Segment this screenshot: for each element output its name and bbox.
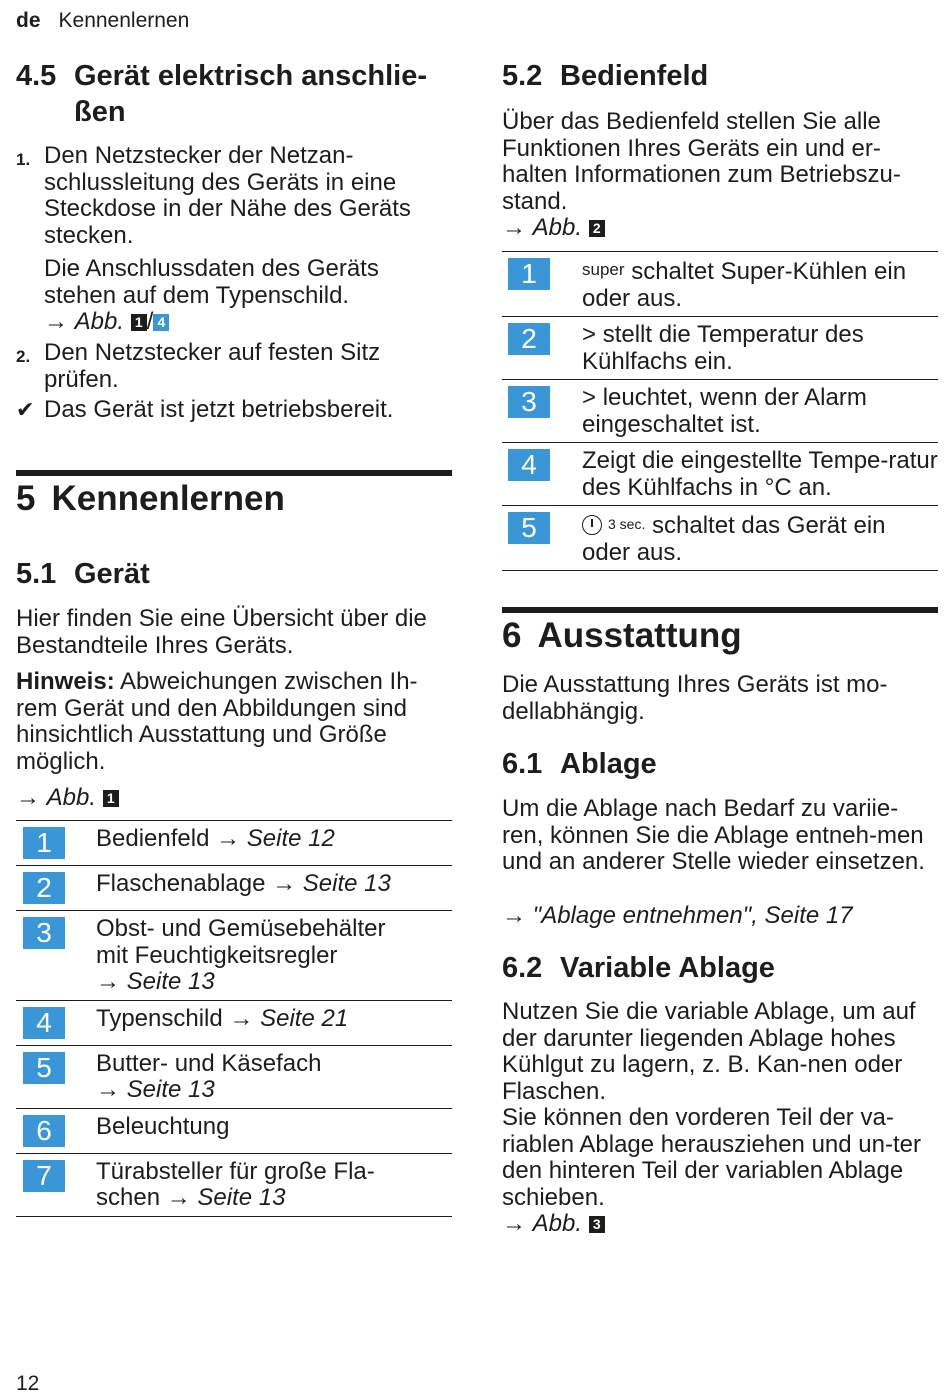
power-icon <box>582 515 602 535</box>
section-6-1-heading <box>502 746 657 782</box>
component-table <box>16 820 452 1217</box>
section-title: Bedienfeld <box>560 60 709 92</box>
table-row <box>502 317 938 380</box>
arrow-icon: → <box>502 1210 526 1237</box>
item-text: Typenschild <box>96 1004 223 1032</box>
chevron-right-icon: > <box>582 321 597 348</box>
section-number: 6.1 <box>502 748 543 780</box>
intro-text: Hier finden Sie eine Übersicht über die Bestandteile Ihres Geräts. <box>16 605 427 659</box>
chevron-right-icon: > <box>582 384 597 411</box>
step-text: Den Netzstecker der Netzan-schlussleitung des Geräts in eine Steckdose in der Nähe des Geräts stecken. <box>44 142 411 249</box>
step-number: 2. <box>16 347 31 366</box>
section-title: Gerät elektrisch anschlie- <box>74 60 427 92</box>
abb-label: Abb. <box>532 214 583 241</box>
item-text: Butter- und Käsefach <box>96 1049 322 1077</box>
table-row <box>16 821 452 866</box>
section-number: 5.2 <box>502 60 543 92</box>
table-row <box>16 1000 452 1045</box>
item-text: schaltet das Gerät ein oder aus. <box>582 512 886 566</box>
table-row <box>502 252 938 317</box>
number-badge: 1 <box>23 827 65 859</box>
arrow-icon: → <box>96 1076 120 1103</box>
section-number: 6.2 <box>502 952 543 984</box>
figure-reference <box>502 215 605 242</box>
figure-2-marker: 2 <box>589 220 605 237</box>
chapter-rule <box>502 607 938 613</box>
step-number: 1. <box>16 150 31 169</box>
intro-text: Über das Bedienfeld stellen Sie alle Funktionen Ihres Geräts ein und er-halten Informationen zum Betriebszu-stand. <box>502 108 901 215</box>
figure-reference <box>16 785 119 812</box>
hint-paragraph <box>16 669 452 775</box>
section-number: 5.1 <box>16 558 57 590</box>
body-text: Um die Ablage nach Bedarf zu variie-ren, können Sie die Ablage entneh-men und an anderer Stelle wieder einsetzen. <box>502 795 925 875</box>
section-5-2-heading <box>502 58 708 94</box>
intro-text: Die Ausstattung Ihres Geräts ist mo-dellabhängig. <box>502 671 888 725</box>
figure-4-marker: 4 <box>153 314 169 331</box>
item-text: leuchtet, wenn der Alarm eingeschaltet ist. <box>582 384 867 438</box>
abb-label: Abb. <box>74 308 125 335</box>
page-reference-link[interactable]: Seite 12 <box>246 825 335 852</box>
arrow-icon: → <box>44 308 68 335</box>
table-row <box>16 866 452 911</box>
item-text: schaltet Super-Kühlen ein oder aus. <box>582 258 907 312</box>
page-reference-link[interactable]: Seite 13 <box>302 870 391 897</box>
number-badge: 3 <box>23 917 65 949</box>
figure-1-marker: 1 <box>103 790 119 807</box>
number-badge: 5 <box>508 512 550 544</box>
page-reference-link[interactable]: Seite 13 <box>126 1076 215 1103</box>
step-result <box>16 397 452 424</box>
abb-label: Abb. <box>532 1210 583 1237</box>
arrow-icon: → <box>16 784 40 811</box>
arrow-icon: → <box>216 825 241 852</box>
hint-label: Hinweis: <box>16 668 115 695</box>
item-text: Zeigt die eingestellte Tempe-ratur des Kühlfachs in °C an. <box>582 447 938 501</box>
table-row <box>502 380 938 443</box>
step-1 <box>16 143 452 336</box>
figure-separator: / <box>146 308 154 335</box>
number-badge: 7 <box>23 1160 65 1192</box>
table-row <box>502 443 938 506</box>
duration-label: 3 sec. <box>608 516 646 532</box>
section-title: Variable Ablage <box>560 952 775 984</box>
arrow-icon: → <box>166 1184 191 1211</box>
number-badge: 2 <box>508 323 550 355</box>
number-badge: 5 <box>23 1052 65 1084</box>
arrow-icon: → <box>96 968 120 995</box>
table-row <box>16 1045 452 1108</box>
arrow-icon: → <box>272 870 297 897</box>
result-text: Das Gerät ist jetzt betriebsbereit. <box>44 396 394 423</box>
check-icon: ✔ <box>16 397 35 422</box>
chapter-6-heading <box>502 615 742 657</box>
chapter-5-heading <box>16 478 285 520</box>
cross-reference-link[interactable]: "Ablage entnehmen", Seite 17 <box>532 902 853 929</box>
number-badge: 2 <box>23 872 65 904</box>
chapter-rule <box>16 470 452 476</box>
super-symbol: super <box>582 260 625 279</box>
number-badge: 3 <box>508 386 550 418</box>
page-reference-link[interactable]: Seite 13 <box>126 968 215 995</box>
table-row <box>502 506 938 571</box>
item-text: Türabsteller für große Fla-schen <box>96 1157 375 1211</box>
step-text: Den Netzstecker auf festen Sitz prüfen. <box>44 339 381 393</box>
section-title: Gerät <box>74 558 150 590</box>
header-title: Kennenlernen <box>58 9 190 32</box>
section-title-cont: ßen <box>74 96 126 128</box>
arrow-icon: → <box>229 1004 254 1032</box>
figure-reference <box>502 1211 605 1238</box>
abb-label: Abb. <box>46 784 97 811</box>
section-title: Ablage <box>560 748 657 780</box>
figure-reference <box>44 309 452 336</box>
section-6-2-heading <box>502 950 775 986</box>
figure-3-marker: 3 <box>589 1216 605 1233</box>
arrow-icon: → <box>502 214 526 241</box>
chapter-number: 5 <box>16 479 36 518</box>
table-row <box>16 1108 452 1153</box>
chapter-title: Kennenlernen <box>51 479 285 518</box>
body-text: Sie können den vorderen Teil der va-riablen Ablage herausziehen und un-ter den hinteren Teil der variablen Ablage schieben. <box>502 1104 921 1211</box>
number-badge: 4 <box>23 1007 65 1039</box>
running-header <box>16 9 189 33</box>
control-panel-table <box>502 251 938 571</box>
item-text: Bedienfeld <box>96 825 210 852</box>
section-number: 4.5 <box>16 60 57 92</box>
item-text: stellt die Temperatur des Kühlfachs ein. <box>582 321 864 375</box>
number-badge: 1 <box>508 258 550 290</box>
item-text: Beleuchtung <box>96 1112 230 1140</box>
language-code: de <box>16 9 41 32</box>
section-4-5-heading <box>16 58 452 130</box>
table-row <box>16 911 452 1001</box>
step-note: Die Anschlussdaten des Geräts stehen auf dem Typenschild. <box>44 255 379 309</box>
page-reference-link[interactable]: Seite 13 <box>197 1184 286 1211</box>
step-2 <box>16 340 452 393</box>
body-text: Nutzen Sie die variable Ablage, um auf der darunter liegenden Ablage hohes Kühlgut zu lagern, z. B. Kan-nen oder Flaschen. <box>502 998 916 1105</box>
hint-text: Abweichungen zwischen Ih-rem Gerät und den Abbildungen sind hinsichtlich Ausstattung und Größe möglich. <box>16 668 418 775</box>
item-text: Obst- und Gemüsebehälter mit Feuchtigkeitsregler <box>96 915 386 969</box>
figure-1-marker: 1 <box>131 314 147 331</box>
section-5-1-heading <box>16 556 150 592</box>
page-reference-link[interactable]: Seite 21 <box>260 1004 349 1032</box>
number-badge: 4 <box>508 449 550 481</box>
cross-reference <box>502 903 938 930</box>
chapter-number: 6 <box>502 616 522 655</box>
item-text: Flaschenablage <box>96 870 266 897</box>
number-badge: 6 <box>23 1115 65 1147</box>
page-number: 12 <box>16 1372 40 1395</box>
arrow-icon: → <box>502 902 526 929</box>
chapter-title: Ausstattung <box>537 616 742 655</box>
table-row <box>16 1153 452 1216</box>
